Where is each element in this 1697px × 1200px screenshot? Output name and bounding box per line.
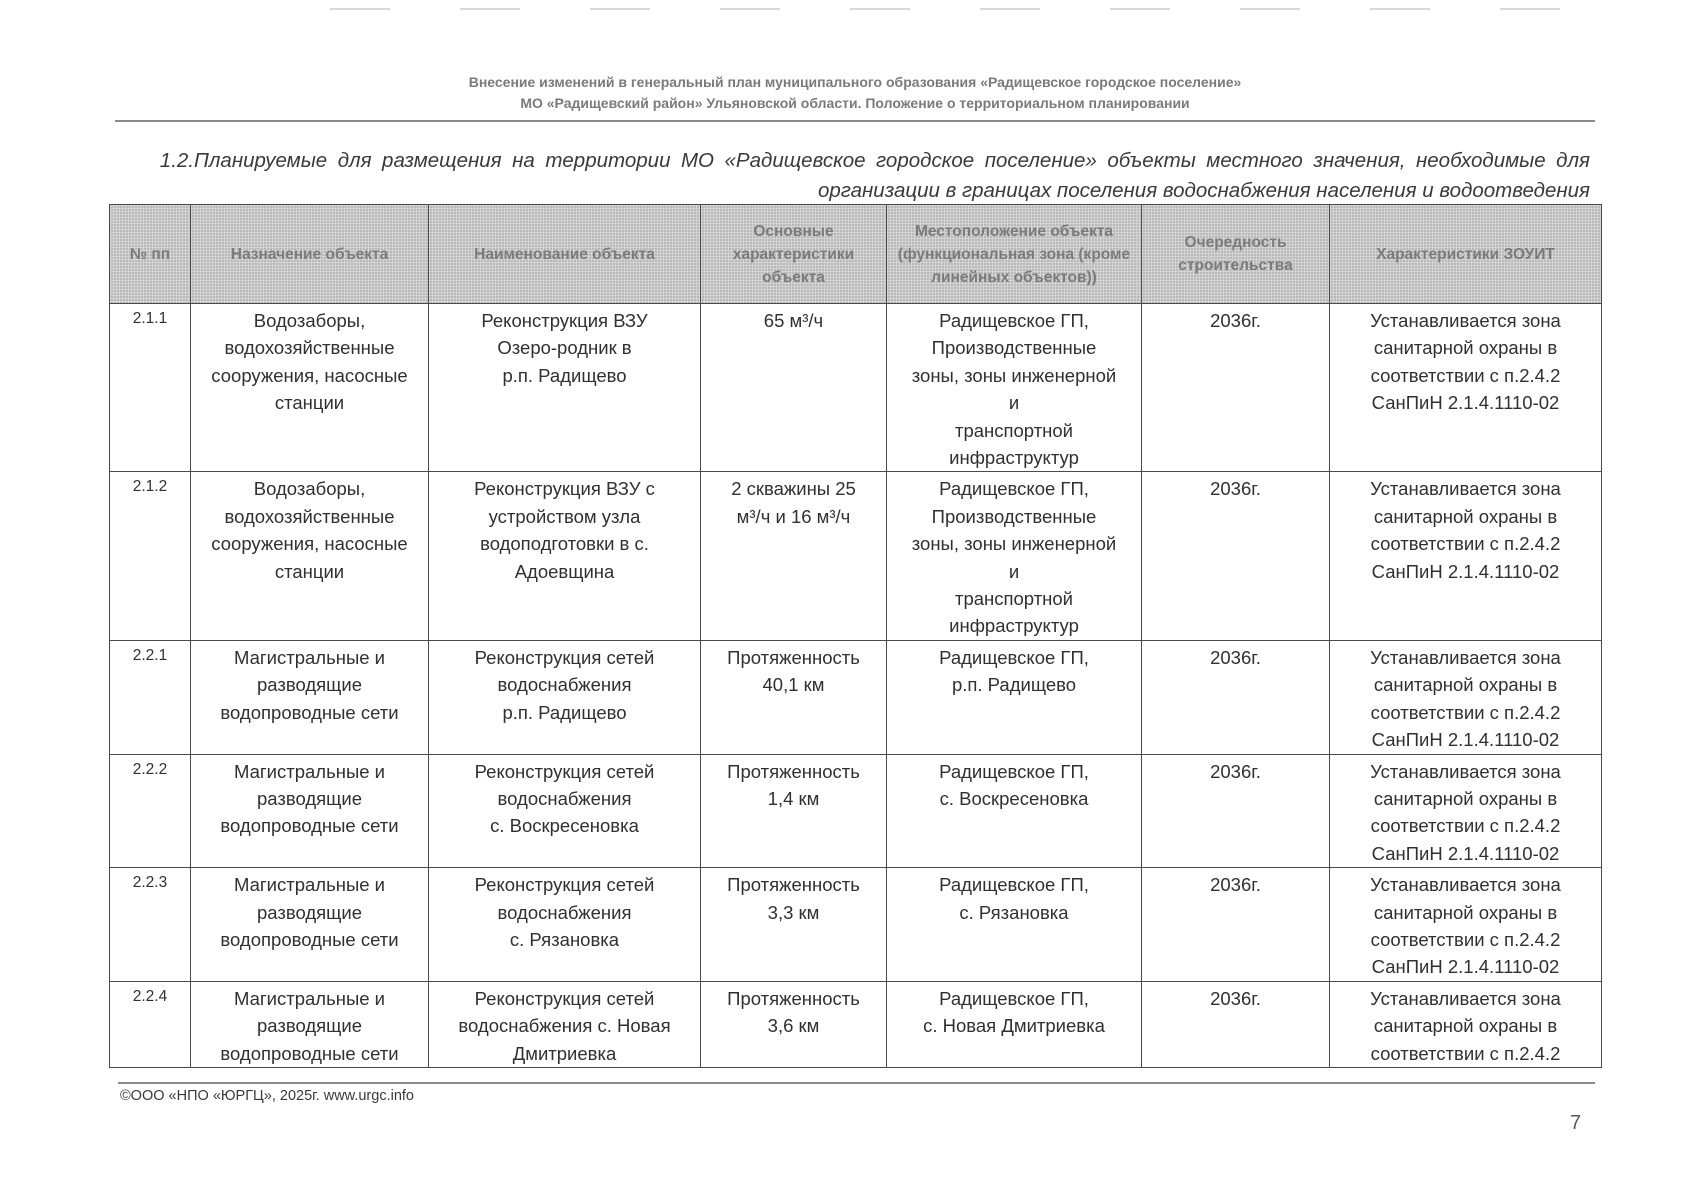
section-number: 1.2. bbox=[159, 149, 194, 172]
cell-term: 2036г. bbox=[1142, 754, 1330, 868]
cell-number: 2.2.1 bbox=[110, 640, 191, 754]
cell-location: Радищевское ГП, Производственные зоны, зоны инженерной и транспортной инфраструктур bbox=[887, 304, 1142, 472]
document-header-line-1: Внесение изменений в генеральный план муниципального образования «Радищевское городское поселение» bbox=[468, 74, 1242, 90]
table-row bbox=[110, 640, 1602, 754]
table-row bbox=[110, 472, 1602, 640]
column-header-purpose: Назначение объекта bbox=[191, 205, 429, 304]
cell-specs: 65 м³/ч bbox=[701, 304, 887, 472]
cell-purpose: Водозаборы, водохозяйственные сооружения, насосные станции bbox=[191, 472, 429, 640]
cell-location: Радищевское ГП, с. Новая Дмитриевка bbox=[887, 981, 1142, 1067]
table-row bbox=[110, 981, 1602, 1067]
cell-purpose: Магистральные и разводящие водопроводные сети bbox=[191, 754, 429, 868]
cell-number: 2.1.2 bbox=[110, 472, 191, 640]
cell-specs: Протяженность 3,3 км bbox=[701, 868, 887, 982]
cell-term: 2036г. bbox=[1142, 981, 1330, 1067]
footer-divider bbox=[118, 1082, 1595, 1084]
cell-name: Реконструкция ВЗУ с устройством узла водоподготовки в с. Адоевщина bbox=[429, 472, 701, 640]
cell-number: 2.2.4 bbox=[110, 981, 191, 1067]
table-row bbox=[110, 868, 1602, 982]
table-row bbox=[110, 304, 1602, 472]
cell-term: 2036г. bbox=[1142, 868, 1330, 982]
column-header-name: Наименование объекта bbox=[429, 205, 701, 304]
cell-purpose: Магистральные и разводящие водопроводные сети bbox=[191, 868, 429, 982]
column-header-zouit: Характеристики ЗОУИТ bbox=[1330, 205, 1602, 304]
cell-location: Радищевское ГП, Производственные зоны, зоны инженерной и транспортной инфраструктур bbox=[887, 472, 1142, 640]
cell-zouit: Устанавливается зона санитарной охраны в соответствии с п.2.4.2 СанПиН 2.1.4.1110-02 bbox=[1330, 472, 1602, 640]
cell-term: 2036г. bbox=[1142, 640, 1330, 754]
table-row bbox=[110, 754, 1602, 868]
cell-location: Радищевское ГП, с. Рязановка bbox=[887, 868, 1142, 982]
cell-number: 2.2.3 bbox=[110, 868, 191, 982]
objects-table bbox=[109, 204, 1602, 1068]
cell-number: 2.1.1 bbox=[110, 304, 191, 472]
cell-term: 2036г. bbox=[1142, 472, 1330, 640]
cell-specs: Протяженность 1,4 км bbox=[701, 754, 887, 868]
scan-artifact-marks bbox=[330, 8, 1590, 10]
cell-zouit: Устанавливается зона санитарной охраны в соответствии с п.2.4.2 СанПиН 2.1.4.1110-02 bbox=[1330, 304, 1602, 472]
page-number: 7 bbox=[1570, 1112, 1582, 1134]
cell-specs: 2 скважины 25 м³/ч и 16 м³/ч bbox=[701, 472, 887, 640]
cell-location: Радищевское ГП, с. Воскресеновка bbox=[887, 754, 1142, 868]
cell-zouit: Устанавливается зона санитарной охраны в соответствии с п.2.4.2 bbox=[1330, 981, 1602, 1067]
cell-number: 2.2.2 bbox=[110, 754, 191, 868]
document-header-line-2: МО «Радищевский район» Ульяновской области. Положение о территориальном планировании bbox=[520, 95, 1190, 111]
document-header bbox=[115, 72, 1595, 114]
column-header-term: Очередность строительства bbox=[1142, 205, 1330, 304]
cell-purpose: Магистральные и разводящие водопроводные сети bbox=[191, 640, 429, 754]
cell-specs: Протяженность 3,6 км bbox=[701, 981, 887, 1067]
section-title: Планируемые для размещения на территории МО «Радищевское городское поселение» объекты местного значения, необходимые для организации в границах поселения водоснабжения населения и водоотведения bbox=[194, 149, 1590, 202]
cell-name: Реконструкция сетей водоснабжения р.п. Радищево bbox=[429, 640, 701, 754]
table-header-row bbox=[110, 205, 1602, 304]
header-divider bbox=[115, 120, 1595, 122]
cell-zouit: Устанавливается зона санитарной охраны в соответствии с п.2.4.2 СанПиН 2.1.4.1110-02 bbox=[1330, 868, 1602, 982]
column-header-specs: Основные характеристики объекта bbox=[701, 205, 887, 304]
cell-name: Реконструкция сетей водоснабжения с. Новая Дмитриевка bbox=[429, 981, 701, 1067]
cell-name: Реконструкция сетей водоснабжения с. Рязановка bbox=[429, 868, 701, 982]
cell-purpose: Магистральные и разводящие водопроводные сети bbox=[191, 981, 429, 1067]
section-heading bbox=[122, 146, 1590, 206]
column-header-location: Местоположение объекта (функциональная зона (кроме линейных объектов)) bbox=[887, 205, 1142, 304]
cell-name: Реконструкция ВЗУ Озеро-родник в р.п. Радищево bbox=[429, 304, 701, 472]
cell-zouit: Устанавливается зона санитарной охраны в соответствии с п.2.4.2 СанПиН 2.1.4.1110-02 bbox=[1330, 754, 1602, 868]
cell-purpose: Водозаборы, водохозяйственные сооружения, насосные станции bbox=[191, 304, 429, 472]
cell-specs: Протяженность 40,1 км bbox=[701, 640, 887, 754]
cell-term: 2036г. bbox=[1142, 304, 1330, 472]
cell-location: Радищевское ГП, р.п. Радищево bbox=[887, 640, 1142, 754]
cell-zouit: Устанавливается зона санитарной охраны в соответствии с п.2.4.2 СанПиН 2.1.4.1110-02 bbox=[1330, 640, 1602, 754]
cell-name: Реконструкция сетей водоснабжения с. Воскресеновка bbox=[429, 754, 701, 868]
column-header-number: № пп bbox=[110, 205, 191, 304]
footer-copyright: ©ООО «НПО «ЮРГЦ», 2025г. www.urgc.info bbox=[120, 1088, 414, 1104]
